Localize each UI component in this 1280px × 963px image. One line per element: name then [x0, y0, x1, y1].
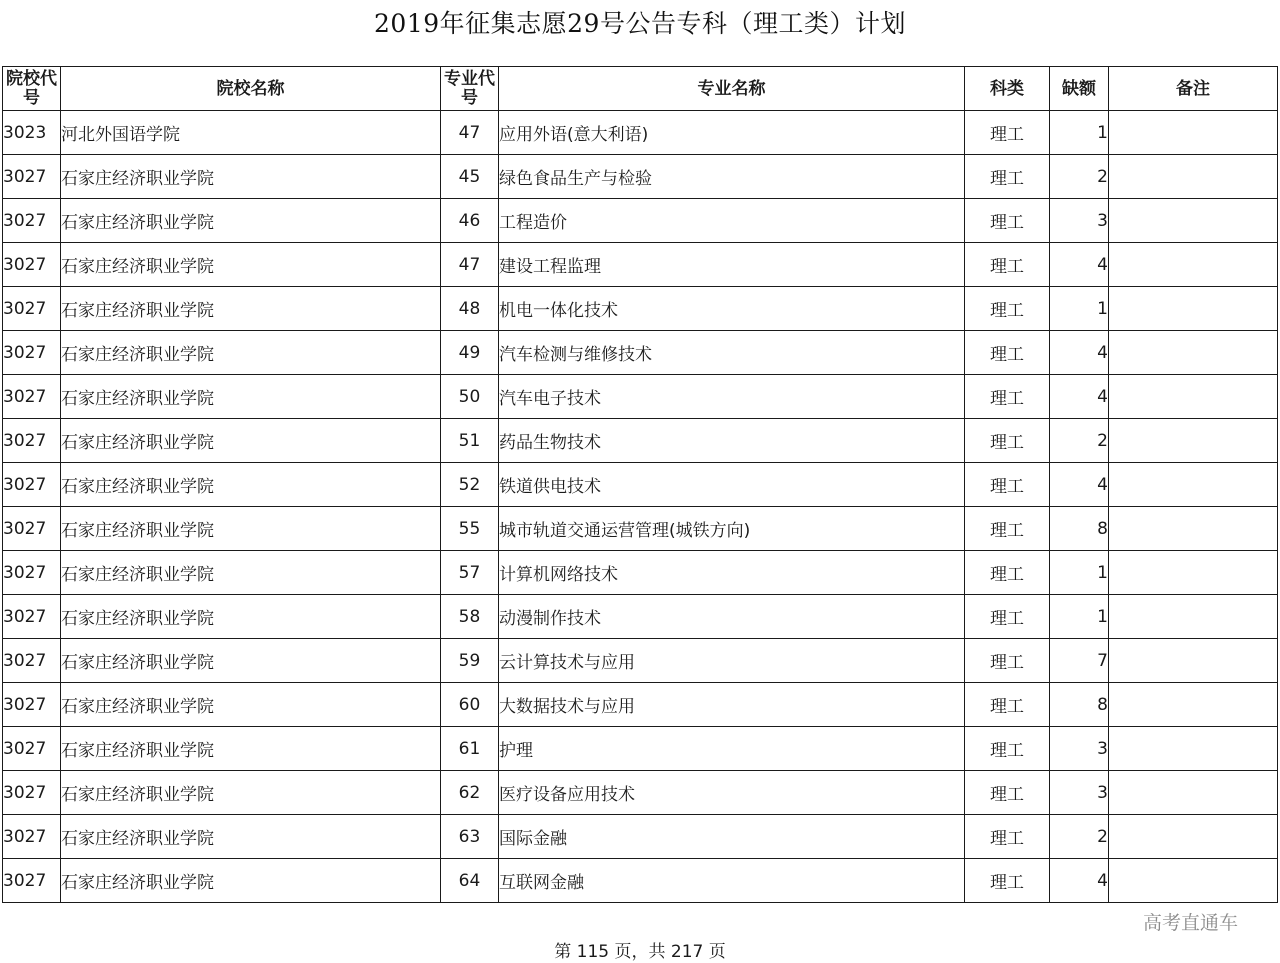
cell-notes: [1109, 287, 1278, 331]
cell-category: 理工: [965, 243, 1050, 287]
watermark: 高考直通车: [1143, 912, 1239, 934]
cell-school-code: 3027: [3, 815, 61, 859]
cell-school-code: 3027: [3, 287, 61, 331]
header-category: 科类: [965, 67, 1050, 111]
cell-major-name: 铁道供电技术: [499, 463, 965, 507]
cell-school-name: 石家庄经济职业学院: [61, 331, 441, 375]
table-row: [3, 419, 1278, 463]
cell-major-code: 63: [441, 815, 499, 859]
cell-major-name: 动漫制作技术: [499, 595, 965, 639]
cell-notes: [1109, 155, 1278, 199]
cell-major-name: 应用外语(意大利语): [499, 111, 965, 155]
cell-category: 理工: [965, 419, 1050, 463]
table-row: [3, 199, 1278, 243]
cell-school-code: 3027: [3, 595, 61, 639]
cell-school-code: 3027: [3, 771, 61, 815]
cell-school-name: 石家庄经济职业学院: [61, 199, 441, 243]
cell-school-code: 3027: [3, 727, 61, 771]
cell-major-code: 60: [441, 683, 499, 727]
cell-notes: [1109, 727, 1278, 771]
cell-major-name: 城市轨道交通运营管理(城铁方向): [499, 507, 965, 551]
table-row: [3, 683, 1278, 727]
cell-major-name: 药品生物技术: [499, 419, 965, 463]
cell-notes: [1109, 507, 1278, 551]
cell-category: 理工: [965, 551, 1050, 595]
cell-school-name: 石家庄经济职业学院: [61, 727, 441, 771]
table-row: [3, 551, 1278, 595]
cell-school-name: 石家庄经济职业学院: [61, 419, 441, 463]
cell-notes: [1109, 771, 1278, 815]
page-footer: 第 115 页，共 217 页: [554, 942, 726, 962]
cell-vacancies: 4: [1050, 859, 1109, 903]
cell-school-code: 3027: [3, 551, 61, 595]
cell-category: 理工: [965, 815, 1050, 859]
cell-vacancies: 3: [1050, 727, 1109, 771]
cell-school-name: 石家庄经济职业学院: [61, 375, 441, 419]
cell-category: 理工: [965, 463, 1050, 507]
table-row: [3, 727, 1278, 771]
table-row: [3, 287, 1278, 331]
header-major-code: 专业代号: [441, 67, 499, 111]
cell-category: 理工: [965, 683, 1050, 727]
cell-major-code: 57: [441, 551, 499, 595]
cell-school-code: 3027: [3, 639, 61, 683]
cell-vacancies: 3: [1050, 199, 1109, 243]
cell-vacancies: 4: [1050, 243, 1109, 287]
cell-notes: [1109, 199, 1278, 243]
cell-major-code: 59: [441, 639, 499, 683]
cell-vacancies: 8: [1050, 507, 1109, 551]
cell-category: 理工: [965, 331, 1050, 375]
cell-school-code: 3027: [3, 859, 61, 903]
cell-vacancies: 4: [1050, 331, 1109, 375]
cell-category: 理工: [965, 199, 1050, 243]
table-row: [3, 771, 1278, 815]
table-row: [3, 507, 1278, 551]
cell-school-name: 石家庄经济职业学院: [61, 815, 441, 859]
cell-school-name: 石家庄经济职业学院: [61, 551, 441, 595]
table-row: [3, 815, 1278, 859]
table-row: [3, 155, 1278, 199]
cell-major-code: 47: [441, 111, 499, 155]
cell-major-code: 47: [441, 243, 499, 287]
cell-major-code: 64: [441, 859, 499, 903]
cell-notes: [1109, 859, 1278, 903]
table-header-row: [3, 67, 1278, 111]
cell-category: 理工: [965, 155, 1050, 199]
cell-school-name: 石家庄经济职业学院: [61, 771, 441, 815]
cell-notes: [1109, 243, 1278, 287]
cell-school-code: 3027: [3, 155, 61, 199]
cell-vacancies: 1: [1050, 111, 1109, 155]
cell-school-code: 3027: [3, 507, 61, 551]
header-major-name: 专业名称: [499, 67, 965, 111]
cell-school-name: 石家庄经济职业学院: [61, 507, 441, 551]
cell-category: 理工: [965, 727, 1050, 771]
cell-vacancies: 7: [1050, 639, 1109, 683]
cell-major-name: 大数据技术与应用: [499, 683, 965, 727]
cell-school-code: 3027: [3, 683, 61, 727]
cell-major-code: 46: [441, 199, 499, 243]
cell-category: 理工: [965, 507, 1050, 551]
cell-major-name: 医疗设备应用技术: [499, 771, 965, 815]
cell-category: 理工: [965, 771, 1050, 815]
table-row: [3, 595, 1278, 639]
cell-notes: [1109, 815, 1278, 859]
cell-notes: [1109, 111, 1278, 155]
page-title: 2019年征集志愿29号公告专科（理工类）计划: [374, 9, 906, 38]
cell-vacancies: 4: [1050, 463, 1109, 507]
cell-vacancies: 2: [1050, 419, 1109, 463]
cell-major-name: 互联网金融: [499, 859, 965, 903]
cell-category: 理工: [965, 595, 1050, 639]
cell-major-code: 58: [441, 595, 499, 639]
cell-major-code: 45: [441, 155, 499, 199]
cell-vacancies: 1: [1050, 595, 1109, 639]
cell-major-code: 52: [441, 463, 499, 507]
cell-category: 理工: [965, 111, 1050, 155]
header-vacancies: 缺额: [1050, 67, 1109, 111]
cell-school-code: 3027: [3, 243, 61, 287]
cell-major-name: 云计算技术与应用: [499, 639, 965, 683]
cell-notes: [1109, 551, 1278, 595]
cell-major-name: 计算机网络技术: [499, 551, 965, 595]
cell-major-code: 49: [441, 331, 499, 375]
cell-major-code: 61: [441, 727, 499, 771]
table-row: [3, 331, 1278, 375]
cell-school-name: 石家庄经济职业学院: [61, 243, 441, 287]
cell-school-name: 石家庄经济职业学院: [61, 287, 441, 331]
cell-school-name: 石家庄经济职业学院: [61, 859, 441, 903]
cell-category: 理工: [965, 375, 1050, 419]
cell-school-code: 3027: [3, 375, 61, 419]
cell-school-code: 3027: [3, 419, 61, 463]
table-row: [3, 375, 1278, 419]
table-body: [3, 111, 1278, 903]
cell-major-name: 汽车电子技术: [499, 375, 965, 419]
header-school-name: 院校名称: [61, 67, 441, 111]
table-row: [3, 243, 1278, 287]
cell-major-code: 62: [441, 771, 499, 815]
cell-vacancies: 2: [1050, 815, 1109, 859]
table-row: [3, 639, 1278, 683]
cell-major-name: 护理: [499, 727, 965, 771]
cell-vacancies: 4: [1050, 375, 1109, 419]
table-row: [3, 859, 1278, 903]
header-notes: 备注: [1109, 67, 1278, 111]
cell-major-name: 建设工程监理: [499, 243, 965, 287]
cell-notes: [1109, 331, 1278, 375]
cell-vacancies: 1: [1050, 287, 1109, 331]
cell-school-name: 石家庄经济职业学院: [61, 463, 441, 507]
cell-school-code: 3023: [3, 111, 61, 155]
cell-school-name: 石家庄经济职业学院: [61, 683, 441, 727]
table-row: [3, 111, 1278, 155]
cell-category: 理工: [965, 287, 1050, 331]
cell-major-name: 汽车检测与维修技术: [499, 331, 965, 375]
cell-major-code: 55: [441, 507, 499, 551]
header-school-code: 院校代号: [3, 67, 61, 111]
cell-vacancies: 1: [1050, 551, 1109, 595]
cell-school-code: 3027: [3, 199, 61, 243]
cell-major-name: 工程造价: [499, 199, 965, 243]
cell-school-name: 河北外国语学院: [61, 111, 441, 155]
cell-category: 理工: [965, 639, 1050, 683]
cell-notes: [1109, 595, 1278, 639]
table-row: [3, 463, 1278, 507]
cell-major-name: 机电一体化技术: [499, 287, 965, 331]
cell-major-code: 50: [441, 375, 499, 419]
cell-notes: [1109, 419, 1278, 463]
cell-major-code: 51: [441, 419, 499, 463]
cell-school-code: 3027: [3, 331, 61, 375]
cell-school-name: 石家庄经济职业学院: [61, 639, 441, 683]
cell-vacancies: 3: [1050, 771, 1109, 815]
cell-vacancies: 2: [1050, 155, 1109, 199]
cell-notes: [1109, 683, 1278, 727]
cell-major-name: 绿色食品生产与检验: [499, 155, 965, 199]
cell-school-code: 3027: [3, 463, 61, 507]
cell-major-code: 48: [441, 287, 499, 331]
cell-major-name: 国际金融: [499, 815, 965, 859]
plan-table: [2, 66, 1278, 903]
cell-school-name: 石家庄经济职业学院: [61, 155, 441, 199]
cell-category: 理工: [965, 859, 1050, 903]
cell-notes: [1109, 375, 1278, 419]
cell-vacancies: 8: [1050, 683, 1109, 727]
cell-school-name: 石家庄经济职业学院: [61, 595, 441, 639]
cell-notes: [1109, 639, 1278, 683]
cell-notes: [1109, 463, 1278, 507]
